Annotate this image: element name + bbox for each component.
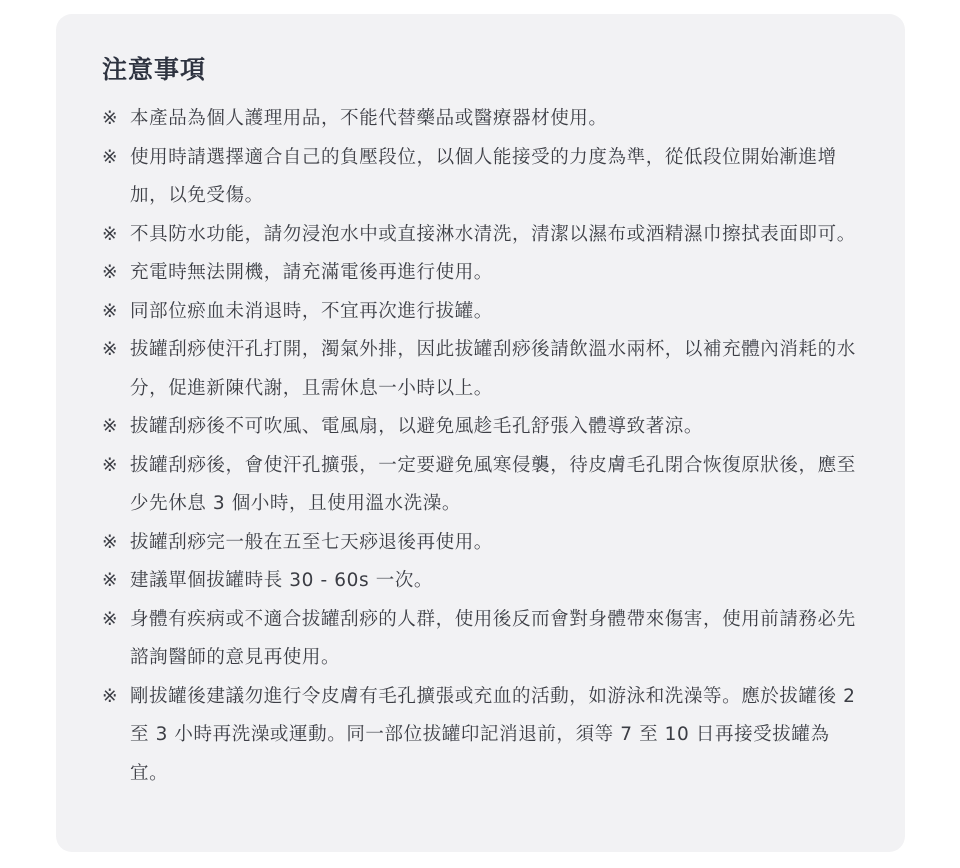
notice-item-text: 不具防水功能，請勿浸泡水中或直接淋水清洗，清潔以濕布或酒精濕巾擦拭表面即可。 (130, 223, 856, 245)
notice-item (102, 100, 861, 139)
notice-item (102, 562, 861, 601)
reference-mark-icon: ※ (102, 223, 119, 245)
reference-mark-icon: ※ (102, 685, 119, 707)
notice-item-text: 建議單個拔罐時長 30 - 60s 一次。 (130, 570, 434, 591)
notice-item-text: 本產品為個人護理用品，不能代替藥品或醫療器材使用。 (130, 108, 608, 129)
notice-item-text: 剛拔罐後建議勿進行令皮膚有毛孔擴張或充血的活動，如游泳和洗澡等。應於拔罐後 2 至 3 小時再洗澡或運動。同一部位拔罐印記消退前，須等 7 至 10 日再接受拔罐為宜。 (130, 685, 856, 784)
notice-item (102, 524, 861, 563)
notice-item-text: 拔罐刮痧後，會使汗孔擴張，一定要避免風寒侵襲，待皮膚毛孔閉合恢復原狀後，應至少先休息 3 個小時，且使用溫水洗澡。 (130, 454, 856, 514)
notice-item (102, 447, 861, 524)
reference-mark-icon: ※ (102, 454, 119, 476)
notice-item-text: 同部位瘀血未消退時，不宜再次進行拔罐。 (130, 300, 493, 322)
reference-mark-icon: ※ (102, 570, 119, 591)
reference-mark-icon: ※ (102, 146, 119, 168)
reference-mark-icon: ※ (102, 300, 119, 322)
reference-mark-icon: ※ (102, 108, 119, 129)
notice-item (102, 254, 861, 293)
reference-mark-icon: ※ (102, 339, 119, 360)
reference-mark-icon: ※ (102, 531, 119, 553)
reference-mark-icon: ※ (102, 262, 119, 283)
notice-item-text: 充電時無法開機，請充滿電後再進行使用。 (130, 262, 493, 283)
notice-item (102, 331, 861, 408)
notice-item-text: 拔罐刮痧使汗孔打開，濁氣外排，因此拔罐刮痧後請飲溫水兩杯，以補充體內消耗的水分，促進新陳代謝，且需休息一小時以上。 (130, 339, 856, 399)
notice-item-text: 拔罐刮痧完一般在五至七天痧退後再使用。 (130, 531, 493, 553)
reference-mark-icon: ※ (102, 608, 119, 630)
notice-item (102, 408, 861, 447)
notice-item-text: 使用時請選擇適合自己的負壓段位，以個人能接受的力度為準，從低段位開始漸進增加，以免受傷。 (130, 146, 837, 206)
notice-card (56, 14, 905, 852)
reference-mark-icon: ※ (102, 416, 119, 437)
notice-title: 注意事項 (102, 55, 207, 84)
notice-list (102, 100, 861, 793)
notice-item (102, 139, 861, 216)
notice-item-text: 身體有疾病或不適合拔罐刮痧的人群，使用後反而會對身體帶來傷害，使用前請務必先諮詢醫師的意見再使用。 (130, 608, 856, 668)
notice-item (102, 293, 861, 332)
notice-item-text: 拔罐刮痧後不可吹風、電風扇，以避免風趁毛孔舒張入體導致著涼。 (130, 416, 704, 437)
notice-item (102, 601, 861, 678)
notice-item (102, 216, 861, 255)
notice-item (102, 678, 861, 794)
